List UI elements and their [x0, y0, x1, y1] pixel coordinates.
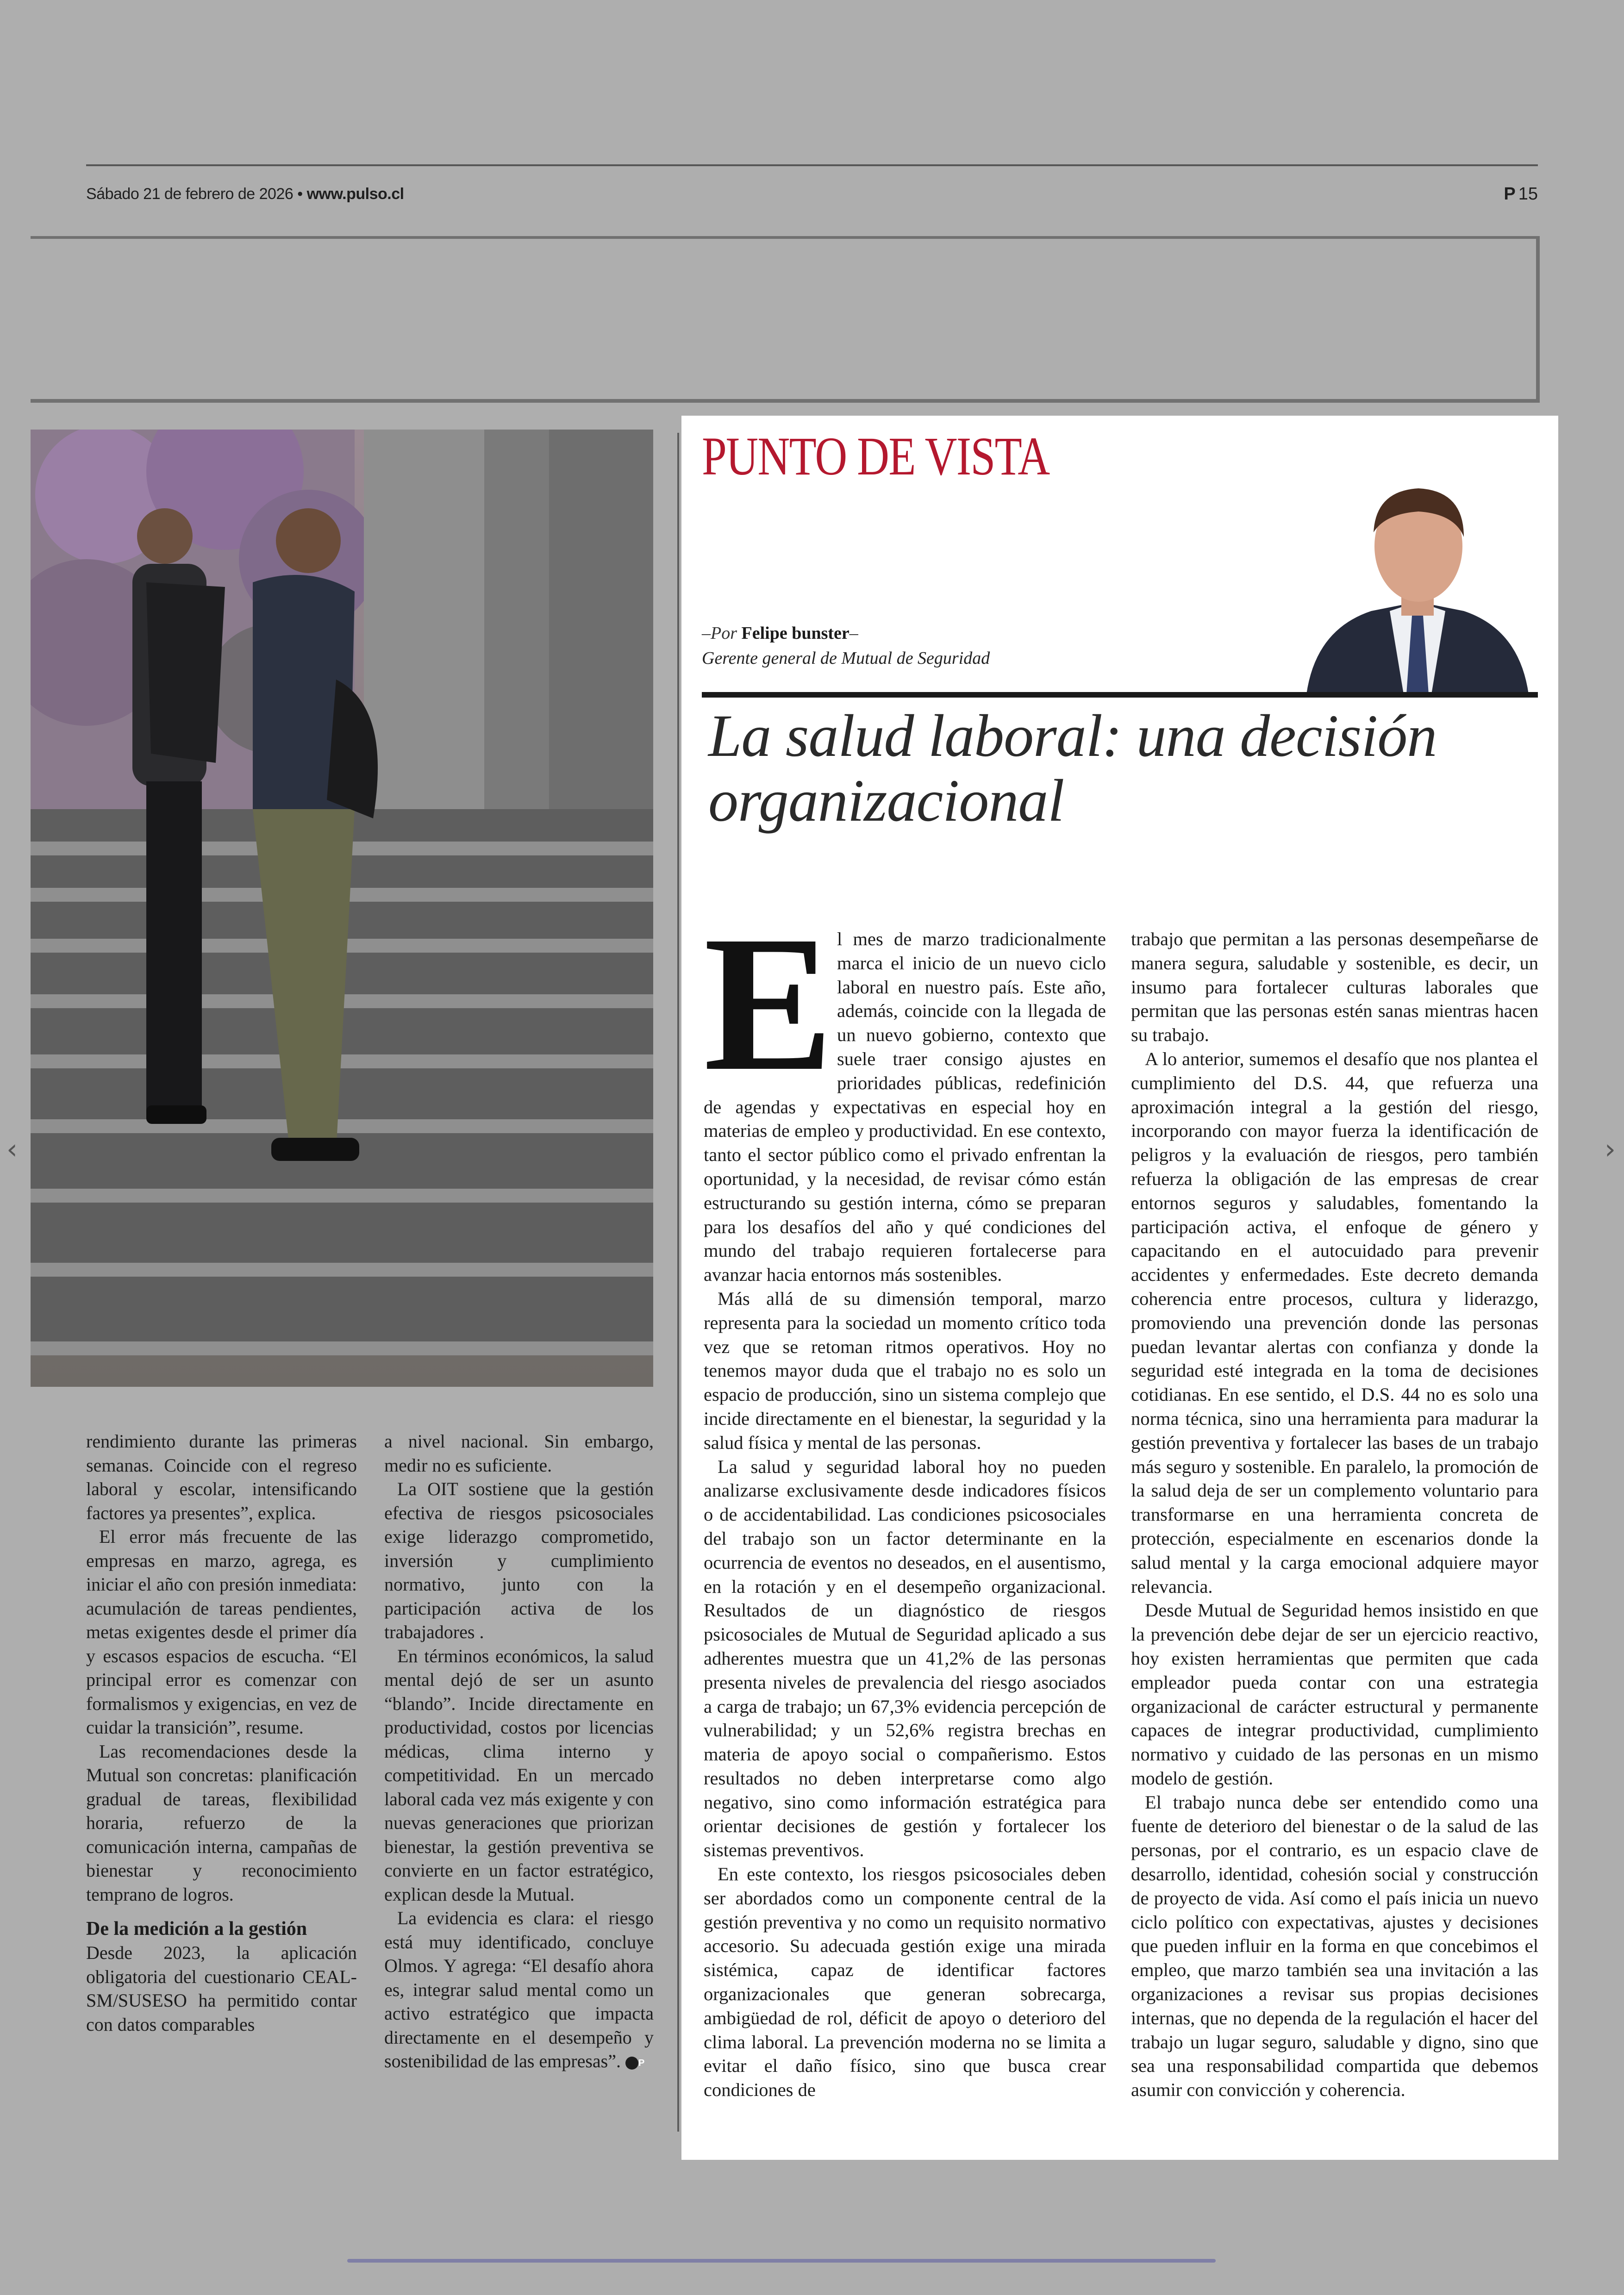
- paragraph: rendimiento durante las primeras semanas. Coincide con el regreso laboral y escolar, intensificando factores ya presentes”, explica.: [86, 1431, 357, 1523]
- paragraph: El error más frecuente de las empresas en marzo, agrega, es iniciar el año con presión inmediata: acumulación de tareas pendientes, metas exigentes desde el primer día y escasos espacios de escucha. “El principal error es comenzar con formalismos y exigencias, en vez de cuidar la transición”, resume.: [86, 1526, 357, 1738]
- author-name: Felipe bunster: [741, 624, 849, 643]
- ad-placeholder: [31, 236, 1540, 403]
- paragraph: a nivel nacional. Sin embargo, medir no es suficiente.: [384, 1431, 654, 1476]
- paragraph: En términos económicos, la salud mental dejó de ser un asunto “blando”. Incide directamente en productividad, costos por licencias médicas, clima interno y competitividad. En un mercado laboral cada vez más exigente y con nuevas generaciones que priorizan bienestar, la gestión preventiva se convierte en un factor estratégico, explican desde la Mutual.: [384, 1645, 654, 1905]
- author-role: Gerente general de Mutual de Seguridad: [702, 649, 990, 668]
- author-portrait: [1297, 463, 1538, 694]
- paragraph: Desde Mutual de Seguridad hemos insistido en que la prevención debe dejar de ser un ejercicio reactivo, hoy existen herramientas que permiten que cada empleador pueda contar con una estrategia organizacional de carácter estructural y permanente capaces de integrar productividad, cumplimiento normativo y cuidado de las personas en un mismo modelo de gestión.: [1131, 1600, 1538, 1789]
- chevron-left-icon[interactable]: ‹: [6, 1133, 18, 1166]
- horizontal-scrollbar[interactable]: [347, 2259, 1216, 2263]
- left-article-col1: [86, 1429, 357, 2036]
- page-number: P 15: [1504, 184, 1538, 204]
- left-article: [86, 1429, 654, 2133]
- paragraph: trabajo que permitan a las personas desempeñarse de manera segura, saludable y sostenible, es decir, un insumo para fortalecer culturas laborales que permitan que las personas estén sanas mientras hacen su trabajo.: [1131, 929, 1538, 1046]
- author-portrait-icon: [1297, 463, 1538, 694]
- paragraph: Las recomendaciones desde la Mutual son concretas: planificación gradual de tareas, flexibilidad horaria, refuerzo de la comunicación interna, campañas de bienestar y reconocimiento temprano de logros.: [86, 1740, 357, 1905]
- byline: –Por Felipe bunster–: [702, 624, 858, 643]
- paragraph: Desde 2023, la aplicación obligatoria del cuestionario CEAL-SM/SUSESO ha permitido contar con datos comparables: [86, 1942, 357, 2035]
- drop-cap: E: [704, 896, 834, 1111]
- subhead: De la medición a la gestión: [86, 1918, 307, 1940]
- photo-people-on-stairs-icon: [31, 430, 653, 1387]
- article-photo: [31, 430, 653, 1387]
- section-kicker: PUNTO DE VISTA: [702, 426, 1049, 486]
- opinion-col2: [1131, 927, 1538, 2102]
- site-link[interactable]: www.pulso.cl: [306, 185, 404, 203]
- dateline: Sábado 21 de febrero de 2026 • www.pulso.cl: [86, 185, 404, 203]
- header-rule: [86, 164, 1538, 166]
- paragraph: Más allá de su dimensión temporal, marzo representa para la sociedad un momento crítico toda vez que se retoman ritmos operativos. Hoy no tenemos mayor duda que el trabajo no es solo un espacio de producción, sino un sistema complejo que incide directamente en el bienestar, la seguridad y la salud física y mental de las personas.: [704, 1288, 1106, 1453]
- paragraph: E l mes de marzo tradicionalmente marca el inicio de un nuevo ciclo laboral en nuestro país. Este año, además, coincide con la llegada de un nuevo gobierno, contexto que suele traer consigo ajustes en prioridades públicas, redefinición de agendas y expectativas en especial hoy en materias de empleo y productividad. En ese contexto, tanto el sector público como el privado enfrentan la oportunidad, y la necesidad, de revisar cómo están estructurando su gestión interna, cómo se preparan para los desafíos del año y qué condiciones del mundo del trabajo requieren fortalecerse para avanzar hacia entornos más sostenibles.: [704, 896, 1106, 1285]
- paragraph: En este contexto, los riesgos psicosociales deben ser abordados como un componente central de la gestión preventiva y no como un requisito normativo accesorio. Su adecuada gestión exige una mirada sistémica, capaz de identificar factores organizacionales que generan sobrecarga, ambigüedad de rol, déficit de apoyo o deterioro del clima laboral. La prevención moderna no se limita a evitar el daño físico, sino que busca crear condiciones de: [704, 1864, 1106, 2101]
- left-article-col2: [384, 1429, 654, 2073]
- paragraph: La salud y seguridad laboral hoy no pueden analizarse exclusivamente desde indicadores físicos o de accidentabilidad. Las condiciones psicosociales del trabajo son un factor determinante en la ocurrencia de eventos no deseados, en el ausentismo, en la rotación y en el desempeño organizacional. Resultados de un diagnóstico de riesgos psicosociales de Mutual de Seguridad aplicado a sus adherentes muestra que un 41,2% de las personas presenta niveles de prevalencia del riesgo asociados a carga de trabajo; un 67,3% evidencia percepción de vulnerabilidad; y un 52,6% registra brechas en materia de apoyo social o compañerismo. Estos resultados no deben interpretarse como algo negativo, sino como información estratégica para orientar decisiones de gestión y fortalecer los sistemas preventivos.: [704, 1456, 1106, 1861]
- paragraph: La evidencia es clara: el riesgo está muy identificado, concluye Olmos. Y agrega: “El desafío ahora es, integrar salud mental como un activo estratégico que impacta directamente en el desempeño y sostenibilidad de las empresas”. P: [384, 1908, 654, 2071]
- opinion-col1: [704, 896, 1106, 2102]
- chevron-right-icon[interactable]: ›: [1605, 1133, 1616, 1166]
- headline-rule: [702, 692, 1538, 698]
- paragraph: La OIT sostiene que la gestión efectiva de riesgos psicosociales exige liderazgo comprometido, inversión y cumplimiento normativo, junto con la participación activa de los trabajadores .: [384, 1478, 654, 1642]
- paragraph: El trabajo nunca debe ser entendido como una fuente de deterioro del bienestar o de la salud de las personas, por el contrario, es un espacio clave de desarrollo, identidad, cohesión social y construcción de proyecto de vida. Así como el país inicia un nuevo ciclo político con expectativas, ajustes y decisiones que pueden influir en la forma en que concebimos el empleo, que marzo también sea una invitación a las organizaciones a revisar sus propias decisiones internas, que no dependa de la regulación el hacer del trabajo un lugar seguro, saludable y digno, sino que sea una responsabilidad compartida que debemos asumir con convicción y coherencia.: [1131, 1791, 1538, 2101]
- end-mark-icon: P: [625, 2057, 638, 2070]
- paragraph: A lo anterior, sumemos el desafío que nos plantea el cumplimiento del D.S. 44, que refuerza una aproximación integral a la gestión del riesgo, incorporando con mayor fuerza la identificación de peligros y la evaluación de riesgos, pero también refuerza la obligación de las empresas de crear entornos seguros y saludables, fomentando la participación activa, el enfoque de género y capacitando en el autocuidado para prevenir accidentes y enfermedades. Este decreto demanda coherencia entre procesos, cultura y liderazgo, promoviendo una prevención donde las personas puedan levantar alertas con confianza y donde la seguridad esté integrada en la toma de decisiones cotidianas. En ese sentido, el D.S. 44 no es solo una norma técnica, sino una herramienta para madurar la gestión preventiva y fortalecer las bases de un trabajo más seguro y sostenible. En paralelo, la promoción de la salud deja de ser un complemento voluntario para transformarse en una herramienta concreta de protección, especialmente en escenarios donde la salud mental y la carga emocional adquiere mayor relevancia.: [1131, 1048, 1538, 1597]
- column-divider: [677, 433, 679, 2132]
- opinion-headline: La salud laboral: una decisión organizacional: [708, 703, 1437, 834]
